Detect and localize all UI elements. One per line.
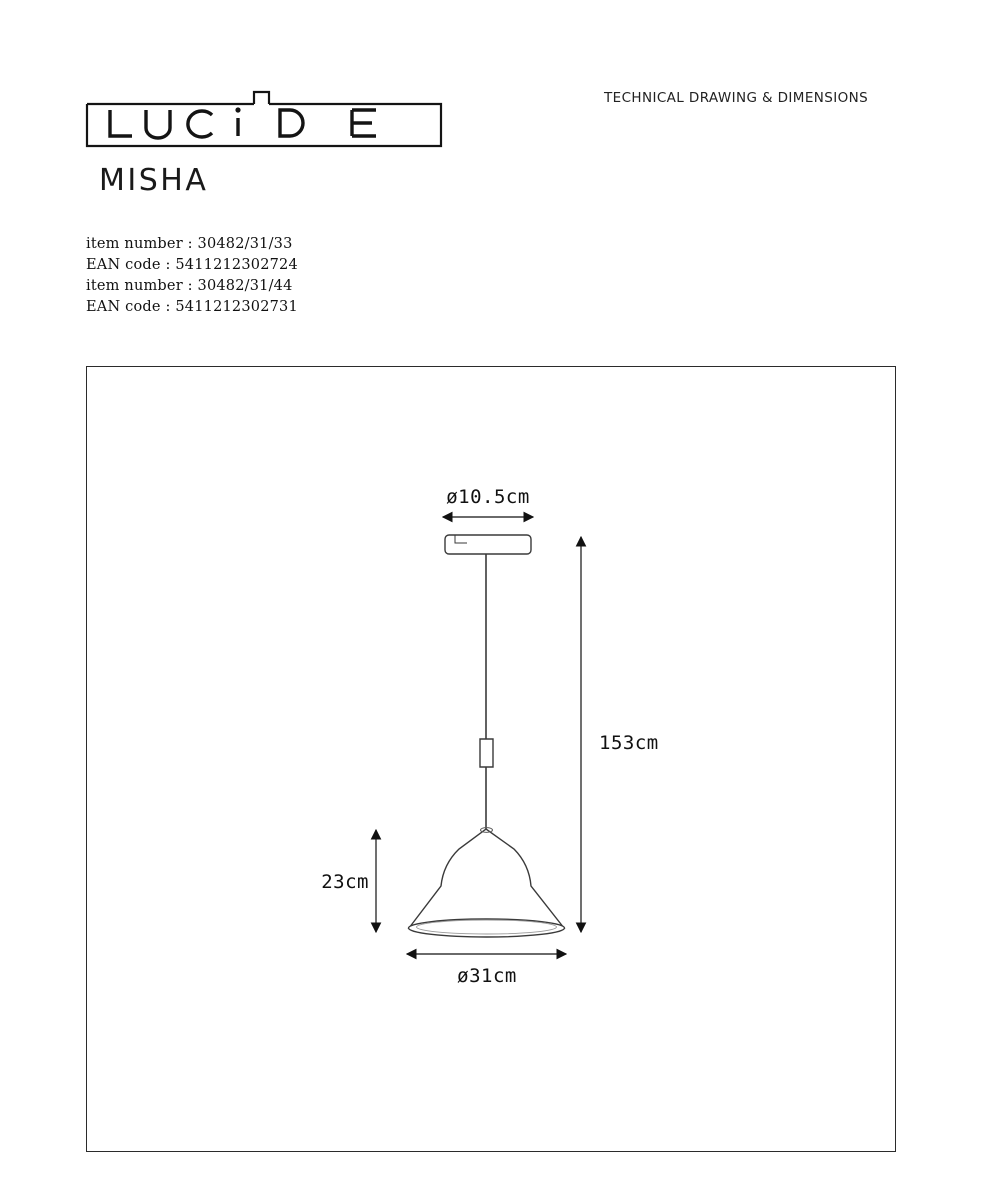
meta-line-ean-2: EAN code : 5411212302731 [86, 299, 298, 315]
shade-diameter-label: ø31cm [457, 965, 517, 987]
total-height-label: 153cm [599, 732, 659, 754]
lamp-illustration [409, 535, 565, 937]
product-meta [86, 234, 298, 318]
meta-line-item-number-1: item number : 30482/31/33 [86, 236, 293, 252]
meta-line-item-number-2: item number : 30482/31/44 [86, 278, 293, 294]
header-note: TECHNICAL DRAWING & DIMENSIONS [604, 90, 869, 106]
technical-drawing-frame [86, 366, 896, 1152]
meta-line-ean-1: EAN code : 5411212302724 [86, 257, 298, 273]
shade-height-label: 23cm [321, 871, 369, 893]
brand-logo [84, 84, 444, 148]
canopy-diameter-label: ø10.5cm [446, 486, 530, 508]
page-title: MISHA [99, 163, 209, 198]
